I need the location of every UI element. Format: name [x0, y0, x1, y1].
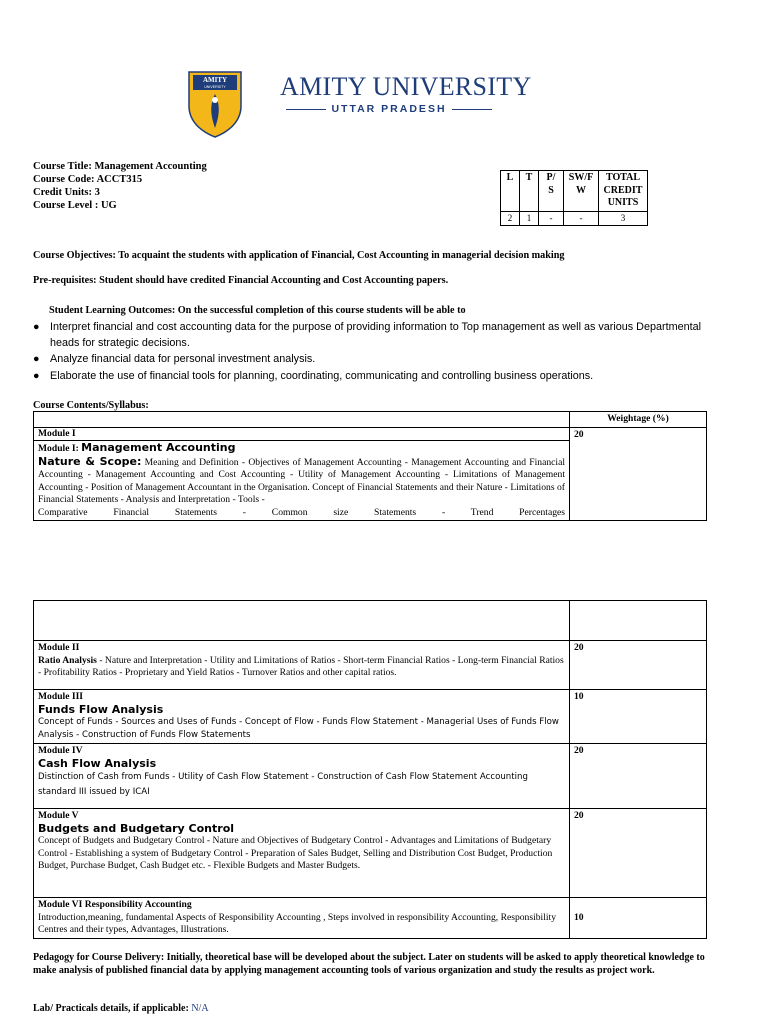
table-row	[34, 601, 570, 641]
module-title: Funds Flow Analysis	[38, 702, 164, 716]
credit-header-total: TOTAL CREDIT UNITS	[599, 171, 648, 212]
subtitle-text: UTTAR PRADESH	[331, 103, 447, 115]
module-label: Module II	[38, 642, 80, 653]
lab-label: Lab/ Practicals details, if applicable:	[33, 1003, 192, 1014]
module-text: Concept of Budgets and Budgetary Control - Nature and Objectives of Budgetary Control - Advantages and Limitations of Budgetary Control - Establishing a system of Budgetary Control - Preparation of Sales Budget, Selling and Distribution Cost Budget, Production Budget, Purchase Budget, Cash Budget etc. - Flexible Budgets and Master Budgets.	[38, 835, 553, 871]
bullet-icon: ●	[33, 321, 40, 333]
table-row	[34, 427, 570, 441]
module-weight: 20	[570, 641, 707, 690]
outcome-text: Interpret financial and cost accounting data for the purpose of providing information to Top management as well as various Departmental heads for strategic decisions.	[50, 321, 701, 349]
course-code: Course Code: ACCT315	[33, 174, 143, 185]
module-subhead: Ratio Analysis	[38, 654, 97, 666]
lab-value: N/A	[191, 1003, 209, 1014]
module-text-last-line: Comparative Financial Statements - Common size Statements - Trend Percentages	[38, 506, 565, 518]
table-row	[34, 809, 570, 898]
syllabus-table-2	[33, 600, 707, 939]
course-title: Course Title: Management Accounting	[33, 161, 207, 172]
module-text: Introduction,meaning, fundamental Aspects of Responsibility Accounting , Steps involved in responsibility Accounting, Responsibility Centres and their types, Advantages, Illustrations.	[38, 911, 557, 935]
bullet-icon: ●	[33, 353, 40, 365]
credit-header-t: T	[520, 171, 539, 212]
module-label: Module IV	[38, 745, 83, 756]
table-row	[34, 641, 570, 690]
module-text: Meaning and Definition - Objectives of Management Accounting - Management Accounting and Financial Accounting - Management Accounting and Cost Accounting - Utility of Management Accounting - Limitations of Management Accounting - Position of Management Accountant in the Organisation. Concept of Financial Statements and their Nature - Limitations of Financial Statements - Analysis and Interpretation - Tools -	[38, 456, 565, 505]
module-weight: 20	[570, 427, 707, 521]
credit-value-t: 1	[520, 211, 539, 225]
module-weight: 10	[570, 690, 707, 744]
syllabus-heading: Course Contents/Syllabus:	[33, 400, 149, 411]
logo-text-bottom: UNIVERSITY	[204, 85, 226, 89]
course-level: Course Level : UG	[33, 200, 117, 211]
pedagogy-text: Pedagogy for Course Delivery: Initially, theoretical base will be developed about the subject. Later on students will be asked to apply theoretical knowledge to make analysis of published financial data by applying management accounting tools of various organization and study the results as project work.	[33, 952, 705, 976]
bullet-icon: ●	[33, 369, 40, 382]
module-text: Concept of Funds - Sources and Uses of Funds - Concept of Flow - Funds Flow Statement - Managerial Uses of Funds Flow Analysis - Construction of Funds Flow Statements	[38, 717, 559, 740]
learning-outcomes-list	[33, 320, 723, 385]
table-row	[34, 898, 570, 939]
weightage-header: Weightage (%)	[570, 412, 707, 428]
module-text: Distinction of Cash from Funds - Utility of Cash Flow Statement - Construction of Cash Flow Statement Accounting standard III issued by ICAI	[38, 772, 528, 797]
module-text: - Nature and Interpretation - Utility and Limitations of Ratios - Short-term Financial Ratios - Long-term Financial Ratios - Profitability Ratios - Proprietary and Yield Ratios - Turnover Ratios and other capital ratios.	[38, 654, 564, 678]
credit-value-l: 2	[501, 211, 520, 225]
credit-table	[500, 170, 648, 226]
module-title: Management Accounting	[81, 441, 236, 454]
module-label: Module V	[38, 810, 79, 821]
table-row	[34, 744, 570, 809]
list-item	[33, 369, 723, 385]
list-item	[33, 320, 723, 351]
list-item	[33, 352, 723, 368]
pre-requisites: Pre-requisites: Student should have credited Financial Accounting and Cost Accounting papers.	[33, 275, 449, 286]
university-subtitle	[286, 103, 492, 115]
table-header-blank	[34, 412, 570, 428]
module-weight: 20	[570, 744, 707, 809]
module-label: Module III	[38, 691, 84, 702]
amity-logo-icon	[186, 70, 244, 138]
course-objectives: Course Objectives: To acquaint the students with application of Financial, Cost Accounting in managerial decision making	[33, 250, 565, 261]
outcome-text: Analyze financial data for personal investment analysis.	[50, 353, 316, 365]
logo-text-top: AMITY	[202, 76, 228, 84]
module-label: Module I	[38, 427, 76, 439]
module-weight: 10	[570, 898, 707, 939]
credit-header-swfw: SW/F W	[564, 171, 599, 212]
outcomes-intro: Student Learning Outcomes: On the successful completion of this course students will be able to	[49, 305, 466, 316]
credit-value-total: 3	[599, 211, 648, 225]
module-title-prefix: Module I:	[38, 443, 82, 454]
table-row	[34, 690, 570, 744]
module-title: Cash Flow Analysis	[38, 756, 157, 770]
module-weight: 20	[570, 809, 707, 898]
credit-value-swfw: -	[564, 211, 599, 225]
table-row	[34, 441, 570, 521]
module-subhead: Nature & Scope:	[38, 454, 142, 468]
course-credit-units: Credit Units: 3	[33, 187, 100, 198]
table-cell	[570, 601, 707, 641]
lab-details	[33, 1003, 209, 1014]
credit-header-l: L	[501, 171, 520, 212]
module-label: Module VI Responsibility Accounting	[38, 899, 192, 910]
credit-value-ps: -	[539, 211, 564, 225]
syllabus-table-1	[33, 411, 707, 521]
outcome-text: Elaborate the use of financial tools for planning, coordinating, communicating and controlling business operations.	[50, 369, 594, 382]
credit-header-ps: P/ S	[539, 171, 564, 212]
module-title: Budgets and Budgetary Control	[38, 821, 235, 835]
university-name: AMITY UNIVERSITY	[280, 72, 532, 101]
